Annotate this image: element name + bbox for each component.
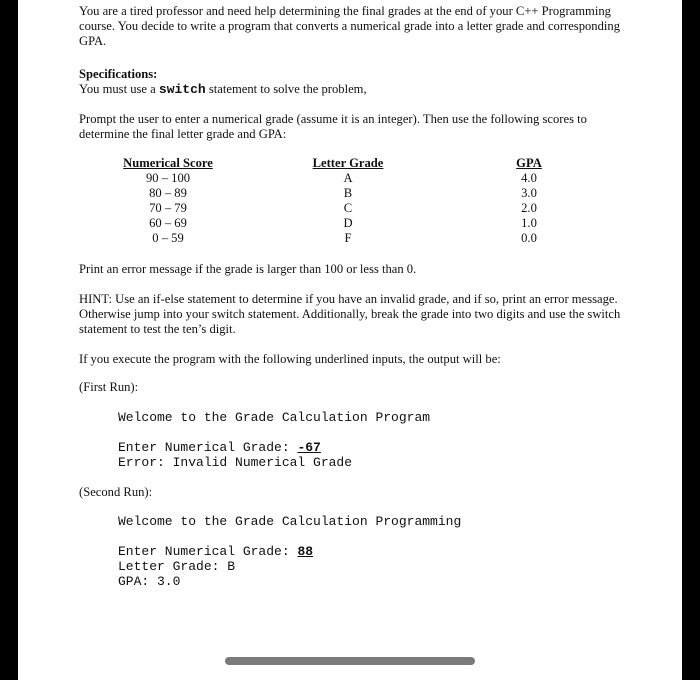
second-run-enter-prompt: Enter Numerical Grade: (118, 544, 298, 559)
table-row (119, 201, 579, 216)
table-row (119, 186, 579, 201)
first-run-output (118, 410, 430, 470)
horizontal-scrollbar[interactable] (225, 657, 475, 665)
hint-paragraph: HINT: Use an if-else statement to determine if you have an invalid grade, and if so, print an error message. Otherwise jump into your switch statement. Additionally, break the grade into two digits and use the switch statement to test the ten’s digit. (79, 292, 621, 336)
gpa-cell: 2.0 (521, 201, 537, 215)
grade-table-header (119, 156, 579, 171)
score-cell: 90 – 100 (145, 171, 191, 185)
letter-cell: D (343, 216, 353, 230)
spec-prefix: You must use a (79, 82, 159, 96)
first-run-label: (First Run): (79, 380, 139, 394)
gpa-cell: 4.0 (521, 171, 537, 185)
letter-cell: B (343, 186, 353, 200)
score-cell: 70 – 79 (149, 201, 187, 215)
second-run-welcome: Welcome to the Grade Calculation Programming (118, 514, 462, 529)
letter-cell: A (343, 171, 353, 185)
second-run-gpa: GPA: 3.0 (118, 574, 181, 589)
table-row (119, 216, 579, 231)
second-run-label: (Second Run): (79, 485, 153, 499)
specifications-line (79, 82, 639, 97)
score-cell: 80 – 89 (149, 186, 187, 200)
score-cell: 60 – 69 (149, 216, 187, 230)
second-run-input: 88 (297, 544, 314, 559)
first-run-enter-prompt: Enter Numerical Grade: (118, 440, 298, 455)
header-numerical-score: Numerical Score (123, 156, 213, 170)
letter-cell: F (344, 231, 352, 245)
document-page (18, 0, 682, 680)
header-gpa: GPA (516, 156, 542, 170)
score-cell: 0 – 59 (152, 231, 184, 245)
first-run-welcome: Welcome to the Grade Calculation Program (118, 410, 431, 425)
table-row (119, 231, 579, 246)
first-run-error: Error: Invalid Numerical Grade (118, 455, 353, 470)
second-run-output (118, 514, 461, 589)
spec-suffix: statement to solve the problem, (205, 82, 367, 96)
error-paragraph: Print an error message if the grade is larger than 100 or less than 0. (79, 262, 417, 276)
specifications-heading: Specifications: (79, 67, 158, 81)
letter-cell: C (343, 201, 353, 215)
document-content (79, 4, 639, 589)
gpa-cell: 1.0 (521, 216, 537, 230)
gpa-cell: 0.0 (521, 231, 537, 245)
execute-paragraph: If you execute the program with the following underlined inputs, the output will be: (79, 352, 501, 366)
intro-paragraph: You are a tired professor and need help determining the final grades at the end of your C++ Programming course. You decide to write a program that converts a numerical grade into a letter grade and corresponding GPA. (79, 4, 620, 48)
instructions-section (79, 262, 639, 382)
grade-table (119, 156, 579, 246)
second-run-letter: Letter Grade: B (118, 559, 236, 574)
header-letter-grade: Letter Grade (312, 156, 384, 170)
table-row (119, 171, 579, 186)
gpa-cell: 3.0 (521, 186, 537, 200)
switch-keyword: switch (158, 82, 206, 97)
first-run-input: -67 (297, 440, 321, 455)
prompt-paragraph: Prompt the user to enter a numerical grade (assume it is an integer). Then use the following scores to determine the final letter grade and GPA: (79, 112, 587, 141)
